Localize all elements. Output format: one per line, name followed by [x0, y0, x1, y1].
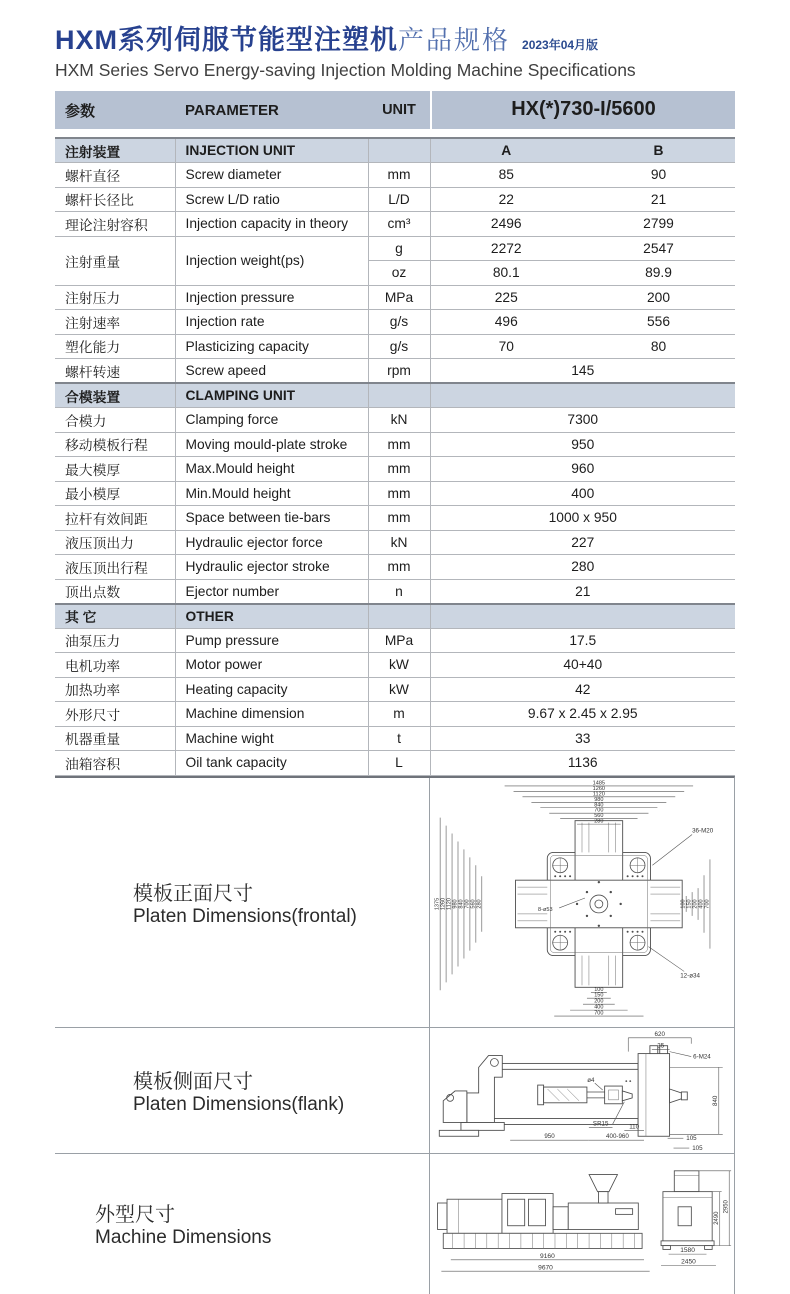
section-row [55, 383, 735, 408]
unit: L/D [368, 187, 430, 212]
table-row [55, 530, 735, 555]
param-en: Injection capacity in theory [175, 212, 368, 237]
dim-label: 950 [544, 1133, 555, 1141]
table-row [55, 432, 735, 457]
value: 950 [430, 432, 735, 457]
dim-label: 280 [476, 899, 483, 909]
unit: mm [368, 457, 430, 482]
dim-label: 560 [594, 813, 604, 820]
dim-label: 1375 [434, 897, 441, 911]
unit: g [368, 236, 430, 261]
machine-dimensions-diagram [430, 1158, 733, 1284]
unit: mm [368, 555, 430, 580]
section-row [55, 604, 735, 629]
table-row [55, 457, 735, 482]
header-unit: UNIT [382, 102, 416, 118]
dim-label: 1120 [446, 898, 453, 910]
page-title-zh-light: 产品规格 [398, 25, 511, 55]
value: 17.5 [430, 628, 735, 653]
panel-label-zh: 外型尺寸 [95, 1204, 175, 1226]
param-zh: 合模力 [55, 408, 175, 433]
unit: n [368, 579, 430, 604]
param-zh: 螺杆长径比 [55, 187, 175, 212]
param-zh: 油箱容积 [55, 751, 175, 776]
value: 227 [430, 530, 735, 555]
dim-label: 560 [470, 899, 477, 909]
param-zh: 注射速率 [55, 310, 175, 335]
value-b: 89.9 [582, 261, 735, 286]
param-en: Hydraulic ejector stroke [175, 555, 368, 580]
value: 33 [430, 726, 735, 751]
param-zh: 拉杆有效间距 [55, 506, 175, 531]
unit: cm³ [368, 212, 430, 237]
table-row [55, 334, 735, 359]
diagram-panels [55, 776, 735, 1294]
param-zh: 机器重量 [55, 726, 175, 751]
unit: L [368, 751, 430, 776]
dim-label: 840 [458, 899, 465, 909]
table-row [55, 236, 735, 261]
param-zh: 电机功率 [55, 653, 175, 678]
table-row [55, 579, 735, 604]
param-en: Motor power [175, 653, 368, 678]
value-b: 21 [582, 187, 735, 212]
col-a-label: A [430, 138, 582, 163]
param-zh: 加热功率 [55, 677, 175, 702]
panel-label-zh: 模板正面尺寸 [133, 882, 253, 905]
param-en: Screw apeed [175, 359, 368, 384]
param-zh: 理论注射容积 [55, 212, 175, 237]
dim-label: 840 [711, 1095, 719, 1106]
param-zh: 外形尺寸 [55, 702, 175, 727]
value-a: 22 [430, 187, 582, 212]
value-a: 80.1 [430, 261, 582, 286]
unit: g/s [368, 334, 430, 359]
platen-frontal-diagram [430, 778, 733, 1026]
table-row [55, 726, 735, 751]
unit: kW [368, 653, 430, 678]
value: 960 [430, 457, 735, 482]
section-en: INJECTION UNIT [175, 138, 368, 163]
table-row [55, 555, 735, 580]
value: 1000 x 950 [430, 506, 735, 531]
section-row [55, 138, 735, 163]
param-zh: 液压顶出力 [55, 530, 175, 555]
value-a: 225 [430, 285, 582, 310]
value: 280 [430, 555, 735, 580]
dim-label: 980 [452, 899, 459, 909]
param-en: Moving mould-plate stroke [175, 432, 368, 457]
section-zh: 其 它 [55, 604, 175, 629]
section-zh: 注射装置 [55, 138, 175, 163]
table-row [55, 408, 735, 433]
value: 145 [430, 359, 735, 384]
dim-label: 9160 [540, 1252, 555, 1260]
dim-label: 700 [594, 807, 604, 814]
dim-label: 100 [680, 899, 687, 909]
param-zh: 移动模板行程 [55, 432, 175, 457]
unit: m [368, 702, 430, 727]
section-en: OTHER [175, 604, 368, 629]
value-a: 85 [430, 163, 582, 188]
value-a: 2272 [430, 236, 582, 261]
param-en: Pump pressure [175, 628, 368, 653]
value: 42 [430, 677, 735, 702]
param-zh: 注射压力 [55, 285, 175, 310]
param-en: Hydraulic ejector force [175, 530, 368, 555]
param-en: Screw L/D ratio [175, 187, 368, 212]
dim-label: 840 [594, 802, 604, 809]
table-row [55, 751, 735, 776]
nozzle-dia-label: ø4 [587, 1077, 595, 1085]
param-zh: 注射重量 [55, 236, 175, 285]
dim-label: 2950 [723, 1199, 730, 1213]
dim-label: 700 [704, 899, 711, 909]
table-row [55, 677, 735, 702]
dim-label: 1120 [592, 791, 605, 798]
dim-label: 200 [594, 998, 604, 1005]
param-en: Machine wight [175, 726, 368, 751]
page-title [55, 18, 735, 57]
value-a: 496 [430, 310, 582, 335]
param-en: Machine dimension [175, 702, 368, 727]
dim-label: 1260 [592, 785, 606, 792]
param-en: Min.Mould height [175, 481, 368, 506]
table-row [55, 653, 735, 678]
center-holes-label: 8-ø53 [538, 906, 553, 913]
value-b: 556 [582, 310, 735, 335]
dim-label: 105 [686, 1135, 697, 1143]
value-b: 80 [582, 334, 735, 359]
page-title-en: HXM Series Servo Energy-saving Injection Molding Machine Specifications [55, 60, 636, 80]
table-row [55, 481, 735, 506]
dim-label: 1260 [440, 897, 447, 911]
bolt-pattern-label: 36-M20 [692, 827, 714, 835]
section-zh: 合模装置 [55, 383, 175, 408]
panel-platen-frontal [55, 778, 734, 1028]
col-b-label: B [582, 138, 735, 163]
dim-label: 1580 [680, 1246, 695, 1254]
dim-label: 9670 [538, 1263, 553, 1271]
panel-label-en: Platen Dimensions(flank) [133, 1093, 345, 1115]
param-zh: 油泵压力 [55, 628, 175, 653]
unit: kN [368, 530, 430, 555]
param-en: Oil tank capacity [175, 751, 368, 776]
param-en: Injection pressure [175, 285, 368, 310]
panel-label-en: Machine Dimensions [95, 1227, 272, 1248]
value: 400 [430, 481, 735, 506]
table-row [55, 506, 735, 531]
section-en: CLAMPING UNIT [175, 383, 368, 408]
param-en: Injection weight(ps) [175, 236, 368, 285]
unit: g/s [368, 310, 430, 335]
unit: t [368, 726, 430, 751]
param-zh: 螺杆直径 [55, 163, 175, 188]
panel-label-zh: 模板侧面尺寸 [133, 1070, 253, 1093]
param-en: Ejector number [175, 579, 368, 604]
param-en: Injection rate [175, 310, 368, 335]
param-en: Plasticizing capacity [175, 334, 368, 359]
unit: oz [368, 261, 430, 286]
value: 21 [430, 579, 735, 604]
param-zh: 液压顶出行程 [55, 555, 175, 580]
dim-label: 700 [594, 1010, 604, 1017]
platen-flank-diagram [430, 1028, 733, 1152]
dim-label: 2450 [681, 1258, 696, 1266]
panel-platen-flank [55, 1028, 734, 1154]
dim-label: 700 [464, 899, 471, 909]
value-b: 200 [582, 285, 735, 310]
dim-label: 100 [594, 986, 604, 993]
table-row [55, 310, 735, 335]
value-b: 2799 [582, 212, 735, 237]
dim-label: 200 [692, 899, 699, 909]
value-b: 2547 [582, 236, 735, 261]
dim-label: 110 [629, 1123, 640, 1131]
header-param-en: PARAMETER [185, 101, 279, 119]
value-a: 70 [430, 334, 582, 359]
param-en: Space between tie-bars [175, 506, 368, 531]
table-row [55, 212, 735, 237]
dim-label: 105 [692, 1145, 703, 1152]
dim-label: 400 [594, 1004, 604, 1011]
value-a: 2496 [430, 212, 582, 237]
table-row [55, 359, 735, 384]
spec-table [55, 137, 735, 776]
table-row [55, 702, 735, 727]
bolt-label: 6-M24 [693, 1053, 711, 1061]
edition-date: 2023年04月版 [522, 38, 599, 52]
value: 1136 [430, 751, 735, 776]
param-en: Max.Mould height [175, 457, 368, 482]
header-model: HX(*)730-I/5600 [430, 91, 735, 129]
param-zh: 塑化能力 [55, 334, 175, 359]
dim-label: 150 [594, 992, 604, 999]
dim-label: 2490 [713, 1211, 720, 1225]
dim-label: 620 [654, 1030, 665, 1038]
table-row [55, 285, 735, 310]
nozzle-radius-label: SR15 [592, 1120, 609, 1128]
unit: mm [368, 163, 430, 188]
table-row [55, 187, 735, 212]
unit: kW [368, 677, 430, 702]
param-zh: 最小模厚 [55, 481, 175, 506]
dim-label: 400-960 [606, 1133, 629, 1141]
header-param-zh: 参数 [65, 102, 96, 120]
table-row [55, 628, 735, 653]
hole-pattern-label: 12-ø34 [680, 972, 700, 980]
unit: kN [368, 408, 430, 433]
panel-label-en: Platen Dimensions(frontal) [133, 905, 357, 927]
dim-label: 980 [594, 796, 604, 803]
param-zh: 螺杆转速 [55, 359, 175, 384]
unit: rpm [368, 359, 430, 384]
value-b: 90 [582, 163, 735, 188]
unit: MPa [368, 628, 430, 653]
table-row [55, 163, 735, 188]
param-en: Screw diameter [175, 163, 368, 188]
value: 40+40 [430, 653, 735, 678]
table-header-row [55, 91, 735, 129]
value: 9.67 x 2.45 x 2.95 [430, 702, 735, 727]
unit: MPa [368, 285, 430, 310]
param-zh: 最大模厚 [55, 457, 175, 482]
unit: mm [368, 432, 430, 457]
unit: mm [368, 481, 430, 506]
param-en: Clamping force [175, 408, 368, 433]
dim-label: 1485 [592, 780, 606, 787]
panel-machine-dimensions [55, 1154, 734, 1294]
param-en: Heating capacity [175, 677, 368, 702]
dim-label: 280 [594, 818, 604, 825]
unit: mm [368, 506, 430, 531]
page-title-zh: HXM系列伺服节能型注塑机 [55, 25, 398, 55]
dim-label: 400 [698, 899, 705, 909]
param-zh: 顶出点数 [55, 579, 175, 604]
dim-label: 150 [686, 899, 693, 909]
value: 7300 [430, 408, 735, 433]
dim-label: 35 [657, 1042, 665, 1050]
